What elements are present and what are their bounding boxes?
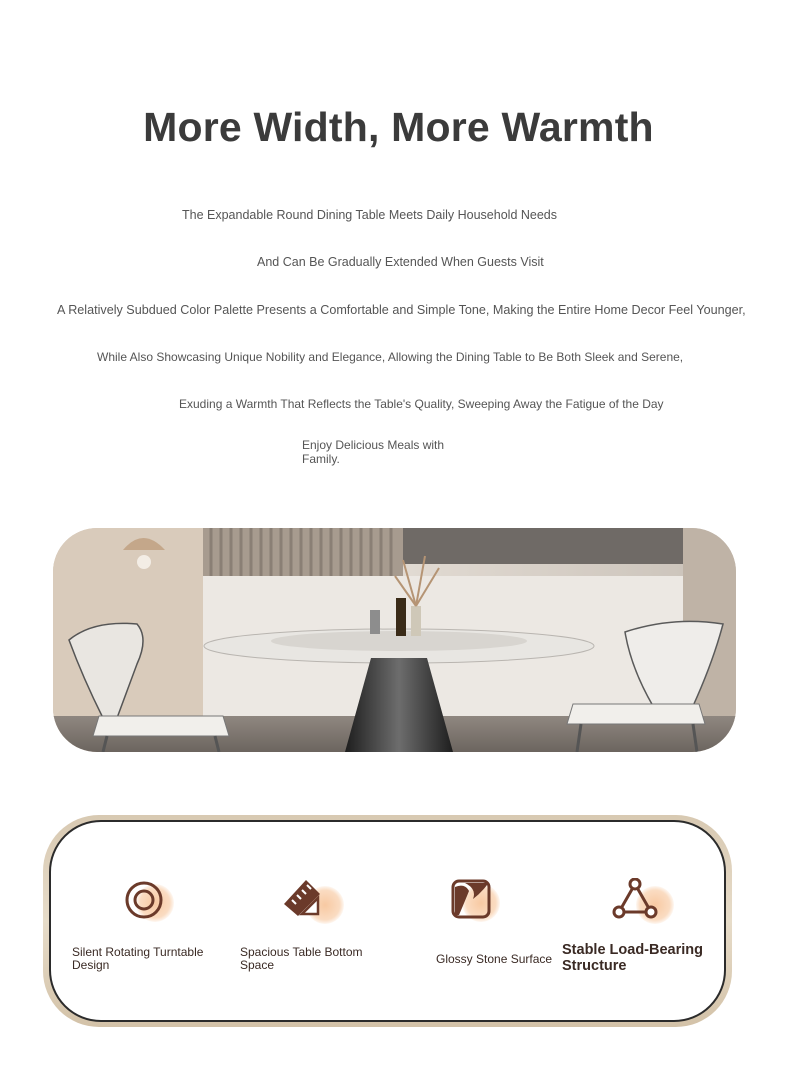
page-title: More Width, More Warmth — [143, 104, 654, 150]
description-line-4: While Also Showcasing Unique Nobility and Elegance, Allowing the Dining Table to Be Both Sleek and Serene, — [97, 350, 684, 364]
ruler-triangle-icon — [280, 876, 324, 920]
triangle-structure-icon — [612, 878, 658, 920]
feature-label-turntable: Silent Rotating Turntable Design — [72, 945, 204, 972]
description-line-6: Enjoy Delicious Meals with Family. — [302, 438, 445, 466]
description-line-5: Exuding a Warmth That Reflects the Table's Quality, Sweeping Away the Fatigue of the Day — [179, 397, 664, 411]
description-line-3: A Relatively Subdued Color Palette Presents a Comfortable and Simple Tone, Making the Entire Home Decor Feel Younger, — [57, 303, 746, 317]
turntable-icon — [124, 880, 164, 920]
feature-label-structure: Stable Load-Bearing Structure — [562, 942, 703, 974]
dining-room-photo — [53, 528, 736, 752]
description-line-2: And Can Be Gradually Extended When Guests Visit — [257, 255, 544, 269]
description-line-1: The Expandable Round Dining Table Meets Daily Household Needs — [182, 208, 557, 222]
feature-label-stone: Glossy Stone Surface — [436, 952, 553, 966]
stone-surface-icon — [451, 879, 491, 919]
feature-label-bottom-space: Spacious Table Bottom Space — [240, 945, 363, 972]
